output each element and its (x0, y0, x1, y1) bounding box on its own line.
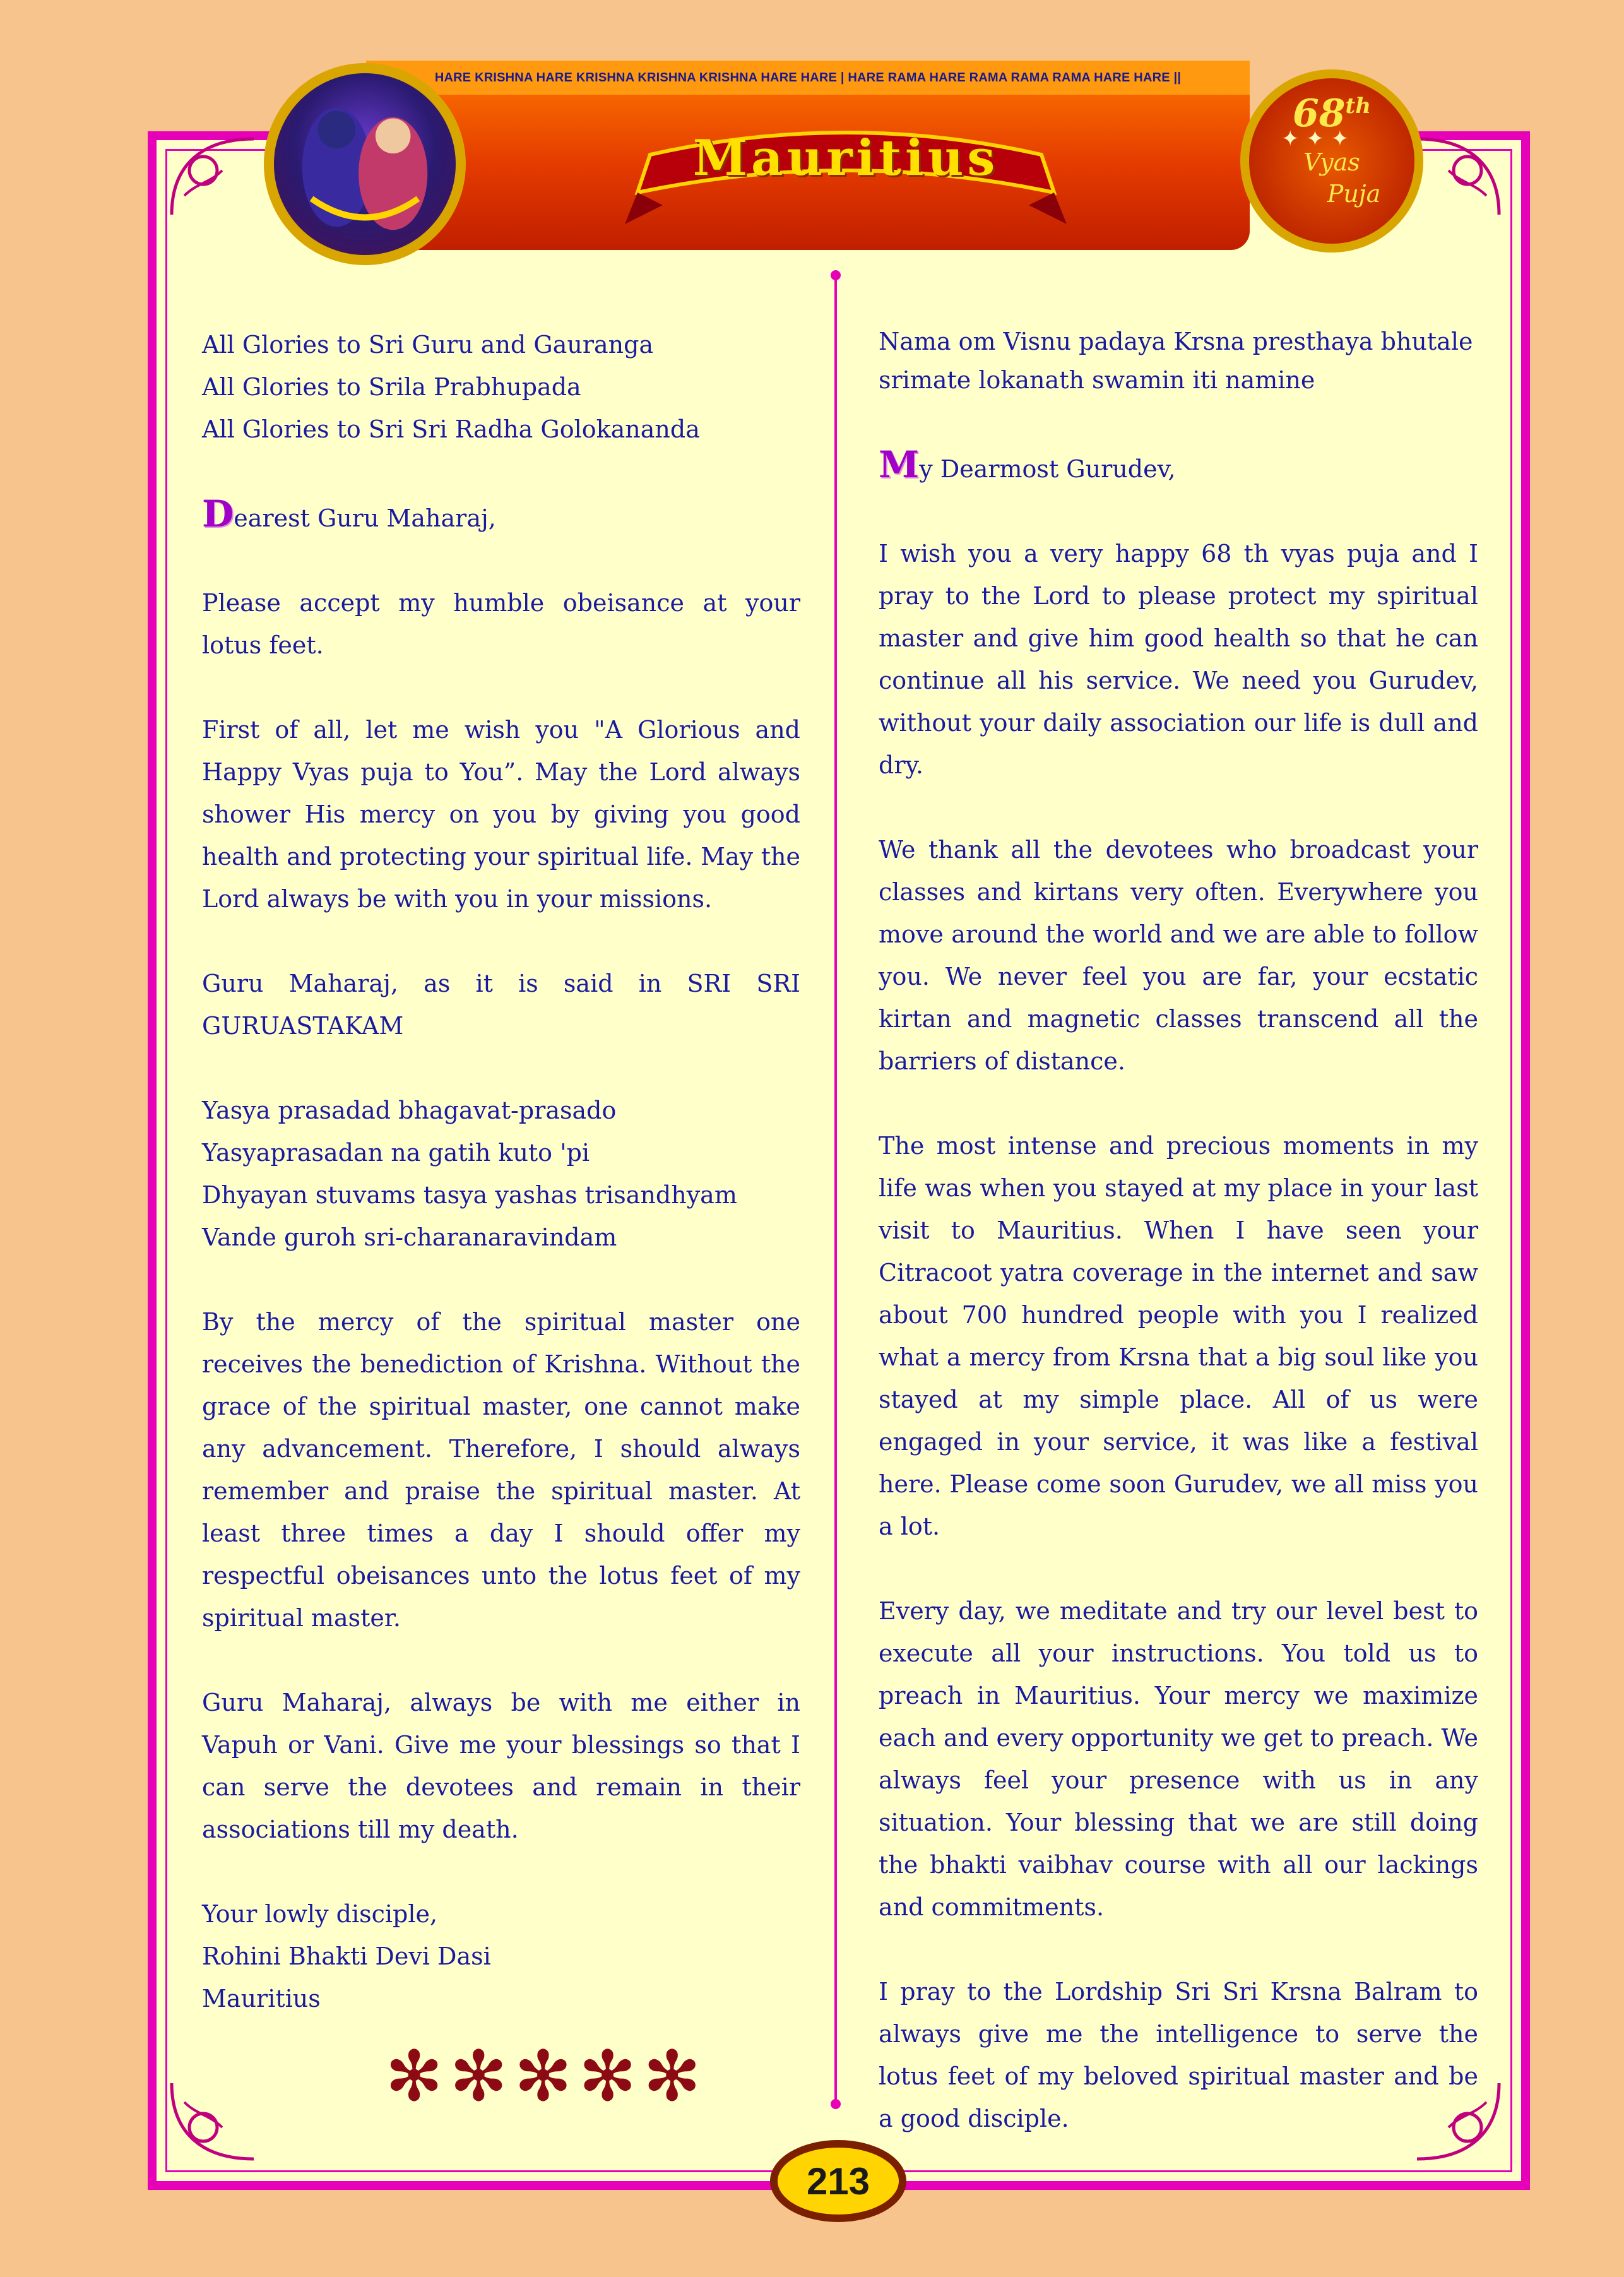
corner-ornament-bottom-left (165, 2077, 260, 2172)
verse-line: Dhyayan stuvams tasya yashas trisandhyam (202, 1181, 737, 1209)
paragraph: The most intense and precious moments in my life was when you stayed at my place in your last visit to Mauritius. When I have seen your Citracoot yatra coverage in the internet and saw about 700 hundred people with you I realized what a mercy from Krsna that a big soul like you stayed at my simple place. All of us were engaged in your service, it was like a festival here. Please come soon Gurudev, we all miss you a lot. (879, 1132, 1478, 1540)
paragraph: Every day, we meditate and try our level best to execute all your instructions. You told us to preach in Mauritius. Your mercy we maximize each and every opportunity we get to preach. We always feel your presence with us in any situation. Your blessing that we are still doing the bhakti vaibhav course with all our lackings and commitments. (879, 1597, 1478, 1921)
corner-ornament-top-left (165, 126, 260, 221)
mantra-text: HARE KRISHNA HARE KRISHNA KRISHNA KRISHNA HARE HARE | HARE RAMA HARE RAMA RAMA RAMA HARE HARE || (434, 70, 1182, 85)
mantra-strip (366, 61, 1250, 95)
paragraph: First of all, let me wish you "A Glorious and Happy Vyas puja to You”. May the Lord always shower His mercy on you by giving you good health and protecting your spiritual life. May the Lord always be with you in your missions. (202, 716, 800, 913)
verse-line: Yasyaprasadan na gatih kuto 'pi (202, 1139, 590, 1167)
corner-ornament-top-right (1411, 126, 1505, 221)
paragraph: By the mercy of the spiritual master one receives the benediction of Krishna. Without the grace of the spiritual master, one cannot make any advancement. Therefore, I should always remember and praise the spiritual master. At least three times a day I should offer my respectful obeisances unto the lotus feet of my spiritual master. (202, 1308, 800, 1632)
signature-location: Mauritius (202, 1985, 321, 2012)
column-divider (834, 273, 837, 2103)
right-letter (879, 324, 1478, 2140)
badge-puja: Puja (1327, 180, 1381, 208)
paragraph: Guru Maharaj, always be with me either in Vapuh or Vani. Give me your blessings so that I can serve the devotees and remain in their associations till my death. (202, 1689, 800, 1843)
page-number: 213 (806, 2160, 870, 2203)
verse-line: Vande guroh sri-charanaravindam (202, 1223, 617, 1251)
signature-name: Rohini Bhakti Devi Dasi (202, 1942, 491, 1970)
badge-vyas: Vyas (1303, 148, 1360, 176)
salutation-line: All Glories to Srila Prabhupada (202, 373, 581, 401)
paragraph: I pray to the Lordship Sri Sri Krsna Balram to always give me the intelligence to serve the lotus feet of my beloved spiritual master and be a good disciple. (879, 1978, 1478, 2132)
verse-line: Yasya prasadad bhagavat-prasado (202, 1097, 617, 1124)
divider-dot-bottom (831, 2099, 841, 2109)
salutation-line: All Glories to Sri Guru and Gauranga (202, 331, 654, 359)
paragraph: Please accept my humble obeisance at your lotus feet. (202, 589, 800, 659)
salutation-line: All Glories to Sri Sri Radha Golokananda (202, 415, 700, 443)
greeting: Dearest Guru Maharaj, (202, 492, 496, 535)
drop-cap: M (879, 443, 920, 486)
deity-image-icon (274, 73, 456, 255)
deity-medallion (264, 63, 466, 265)
pranama-line: srimate lokanath swamin iti namine (879, 366, 1315, 394)
header-title: Mauritius (692, 129, 999, 187)
greeting: My Dearmost Gurudev, (879, 443, 1176, 486)
stars-divider: ✻✻✻✻✻ (385, 2036, 708, 2117)
signoff-line: Your lowly disciple, (202, 1900, 438, 1928)
divider-dot-top (831, 270, 841, 280)
paragraph: Guru Maharaj, as it is said in SRI SRI GURUASTAKAM (202, 970, 800, 1040)
page-number-badge (770, 2140, 906, 2222)
badge-sparkle-icon: ✦ ✦ ✦ (1281, 126, 1349, 152)
left-letter (202, 324, 800, 2020)
paragraph: We thank all the devotees who broadcast your classes and kirtans very often. Everywhere you move around the world and we are able to follow you. We never feel you are far, your ecstatic kirtan and magnetic classes transcend all the barriers of distance. (879, 836, 1478, 1075)
pranama-line: Nama om Visnu padaya Krsna presthaya bhutale (879, 328, 1473, 355)
paragraph: I wish you a very happy 68 th vyas puja and I pray to the Lord to please protect my spiritual master and give him good health so that he can continue all his service. We need you Gurudev, without your daily association our life is dull and dry. (879, 540, 1478, 779)
badge-number: 68th (1293, 92, 1371, 136)
drop-cap: D (202, 492, 234, 535)
